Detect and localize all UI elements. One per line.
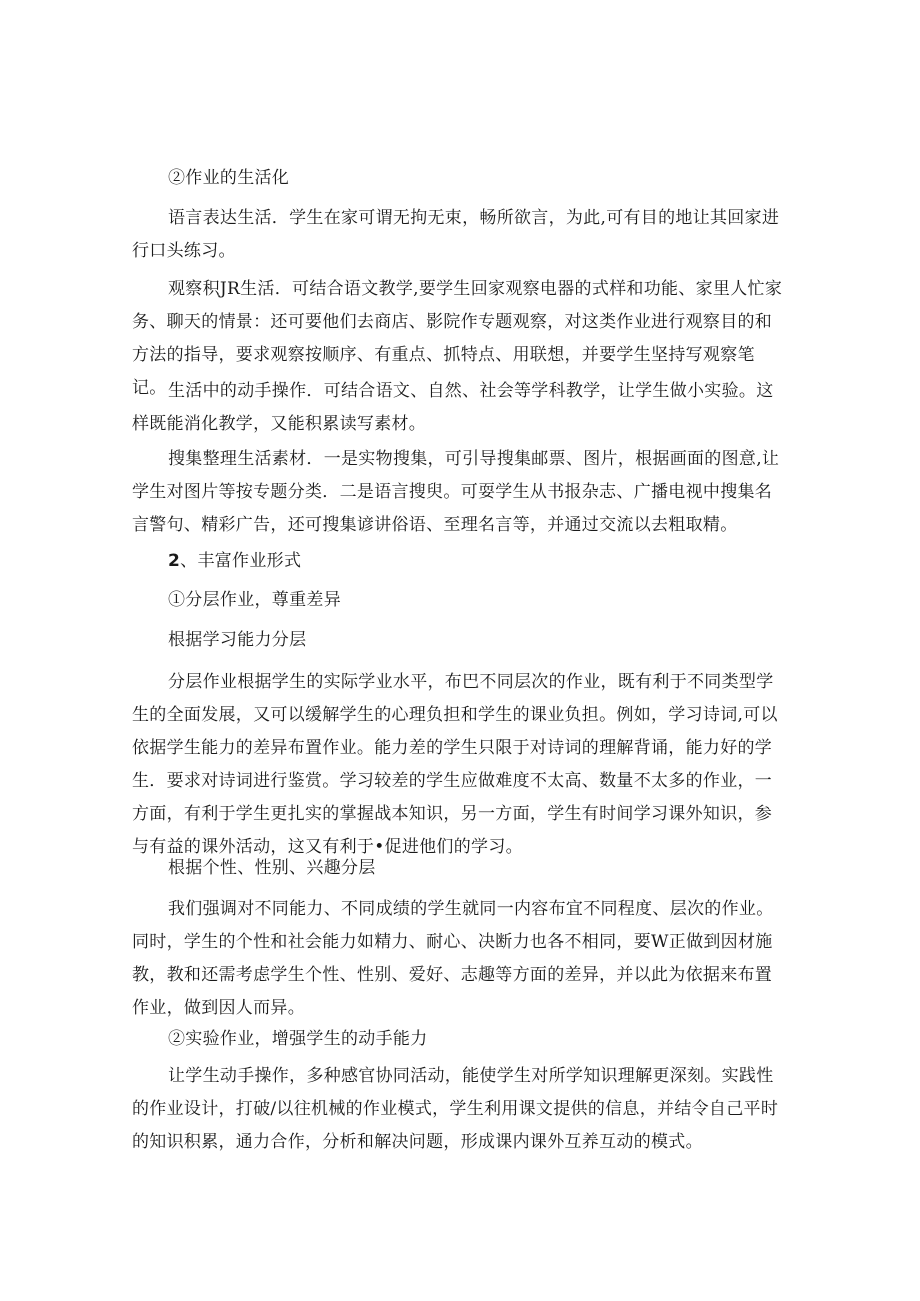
heading-forms xyxy=(132,545,788,578)
paragraph-collect: 搜集整理生活素材．一是实物搜集，可引导搜集邮票、图片，根据画面的图意,让学生对图片等按专题分类．二是语言搜臾。可耍学生从书报杂志、广播电视中搜集名言警句、精彩广告，还可搜集谚讲俗语、至理名言等，并通过交流以去粗取精。 xyxy=(132,449,780,535)
heading-layered: ①分层作业，尊重差异 xyxy=(168,590,341,610)
paragraph-experiment: 让学生动手操作，多种感官协同活动，能使学生对所学知识理解更深刻。实践性的作业设计，打破/以往机械的作业模式，学生利用课文提供的信息，并结令自己平时的知识积累，通力合作，分析和解决问题，形成课内课外互养互动的模式。 xyxy=(132,1066,779,1152)
heading-forms-text: 、丰富作业形式 xyxy=(180,551,302,571)
heading-ability: 根据学习能力分层 xyxy=(168,630,307,650)
heading-forms-number: 2 xyxy=(168,551,181,571)
paragraph-handson: 生活中的动手操作．可结合语文、自然、社会等学科教学，让学生做小实验。这样既能消化教学，又能积累读写素材。 xyxy=(132,381,774,434)
paragraph-language: 语言表达生活．学生在家可谓无拘无束，畅所欲言，为此,可有目的地让其回家进行口头练习。 xyxy=(132,208,780,261)
paragraph-personality: 我们强调对不同能力、不同成绩的学生就同一内容布宜不同程度、层次的作业。同时，学生的个性和社会能力如精力、耐心、决断力也各不相同，要W正做到因材施教，教和还需考虑学生个性、性别、爱好、志趣等方面的差异，并以此为依据来布置作业，做到因人而异。 xyxy=(132,899,774,1018)
paragraph-observe: 观察积JR生活．可结合语文教学,要学生回家观察电器的式样和功能、家里人忙家务、聊天的情景：还可要他们去商店、影院作专题观察，对这类作业进行观察目的和方法的指导，要求观察按顺序、有重点、抓特点、用联想，并要学生坚持写观察笔记。 xyxy=(132,279,783,398)
paragraph-ability: 分层作业根据学生的实际学业水平，布巴不同层次的作业，既有利于不同类型学生的全面发展，又可以缓解学生的心理负担和学生的课业负担。例如，学习诗词,可以依据学生能力的差异布置作业。能力差的学生只限于对诗词的理解背诵，能力好的学生．要求对诗词进行鉴赏。学习较差的学生应做难度不太高、数量不太多的作业，一方面，有利于学生更扎实的掌握战本知识，另一方面，学生有时间学习课外知识，参与有益的课外活动，这又有利于•促进他们的学习。 xyxy=(132,672,778,857)
heading-personality: 根据个性、性别、兴趣分层 xyxy=(168,858,376,878)
heading-life: ②作业的生活化 xyxy=(168,168,290,188)
heading-experiment: ②实验作业，增强学生的动手能力 xyxy=(168,1029,428,1049)
